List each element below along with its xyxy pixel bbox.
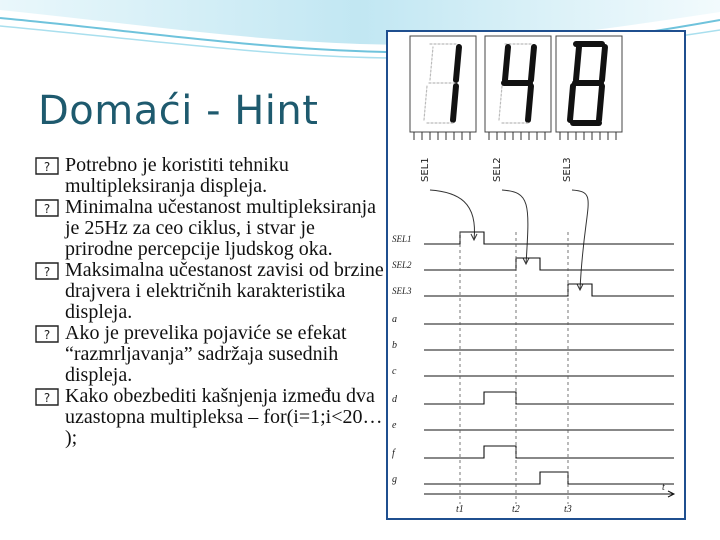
- svg-text:?: ?: [43, 265, 51, 279]
- signal-label: b: [392, 340, 397, 351]
- signal-waveform: [424, 232, 674, 244]
- sel-arrow: [502, 190, 528, 264]
- segment-b: [602, 47, 605, 80]
- svg-text:?: ?: [43, 160, 51, 174]
- signal-label: d: [392, 394, 397, 405]
- signal-label: SEL1: [392, 234, 412, 244]
- bullet-item: [34, 155, 384, 197]
- segment-f: [505, 47, 508, 80]
- signal-waveform: [424, 472, 674, 484]
- bullet-marker-icon: [34, 198, 61, 218]
- bullet-text: Minimalna učestanost multipleksiranja je 25Hz za ceo ciklus, i stvar je prirodne percepcije ljudskog oka.: [65, 196, 377, 260]
- bullet-marker-icon: [34, 261, 61, 281]
- segment-c: [453, 86, 456, 120]
- time-tick-label: t1: [456, 504, 464, 515]
- timing-diagram: [388, 32, 684, 518]
- segment-e: [570, 86, 573, 120]
- seven-segment-displays: [410, 36, 622, 140]
- segment-c: [528, 86, 531, 120]
- time-tick-label: t2: [512, 504, 520, 515]
- signal-waveform: [424, 258, 674, 270]
- svg-text:?: ?: [43, 202, 51, 216]
- segment-b: [531, 47, 534, 80]
- bullet-item: [34, 323, 384, 386]
- bullet-text: Kako obezbediti kašnjenja između dva uzastopna multipleksa – for(i=1;i<20… );: [65, 385, 383, 449]
- signal-waveform: [424, 446, 674, 458]
- time-axis-label: t: [662, 482, 665, 493]
- bullet-marker-icon: [34, 387, 61, 407]
- bullet-text: Potrebno je koristiti tehniku multipleksiranja displeja.: [65, 154, 289, 197]
- signal-label: SEL3: [392, 286, 412, 296]
- multiplex-timing-figure: [386, 30, 686, 520]
- bullet-item: [34, 386, 384, 449]
- segment-b: [456, 47, 459, 80]
- svg-text:?: ?: [43, 328, 51, 342]
- sel-label: SEL3: [562, 157, 573, 182]
- signal-waveform: [424, 284, 674, 296]
- sel-label: SEL1: [420, 157, 431, 182]
- timing-signals: [392, 157, 674, 515]
- bullet-list: [34, 155, 384, 449]
- sel-label: SEL2: [492, 157, 503, 182]
- sel-arrow: [572, 190, 588, 290]
- signal-label: e: [392, 420, 397, 431]
- display-pins: [414, 132, 470, 140]
- signal-waveform: [424, 392, 674, 404]
- seven-segment-digit: [485, 36, 551, 140]
- bullet-item: [34, 197, 384, 260]
- bullet-text: Ako je prevelika pojaviće se efekat “razmrljavanja” sadržaja susednih displeja.: [65, 322, 347, 386]
- segment-c: [599, 86, 602, 120]
- seven-segment-digit: [410, 36, 476, 140]
- signal-label: a: [392, 314, 397, 325]
- bullet-marker-icon: [34, 156, 61, 176]
- svg-text:?: ?: [43, 391, 51, 405]
- signal-label: SEL2: [392, 260, 412, 270]
- bullet-item: [34, 260, 384, 323]
- signal-label: g: [392, 474, 397, 485]
- seven-segment-digit: [556, 36, 622, 140]
- display-pins: [489, 132, 545, 140]
- signal-label: f: [392, 448, 395, 459]
- bullet-text: Maksimalna učestanost zavisi od brzine drajvera i električnih karakteristika displeja.: [65, 259, 384, 323]
- time-tick-label: t3: [564, 504, 572, 515]
- display-pins: [560, 132, 616, 140]
- slide-title: Domaći - Hint: [38, 88, 319, 134]
- signal-label: c: [392, 366, 397, 377]
- bullet-marker-icon: [34, 324, 61, 344]
- segment-f: [576, 47, 579, 80]
